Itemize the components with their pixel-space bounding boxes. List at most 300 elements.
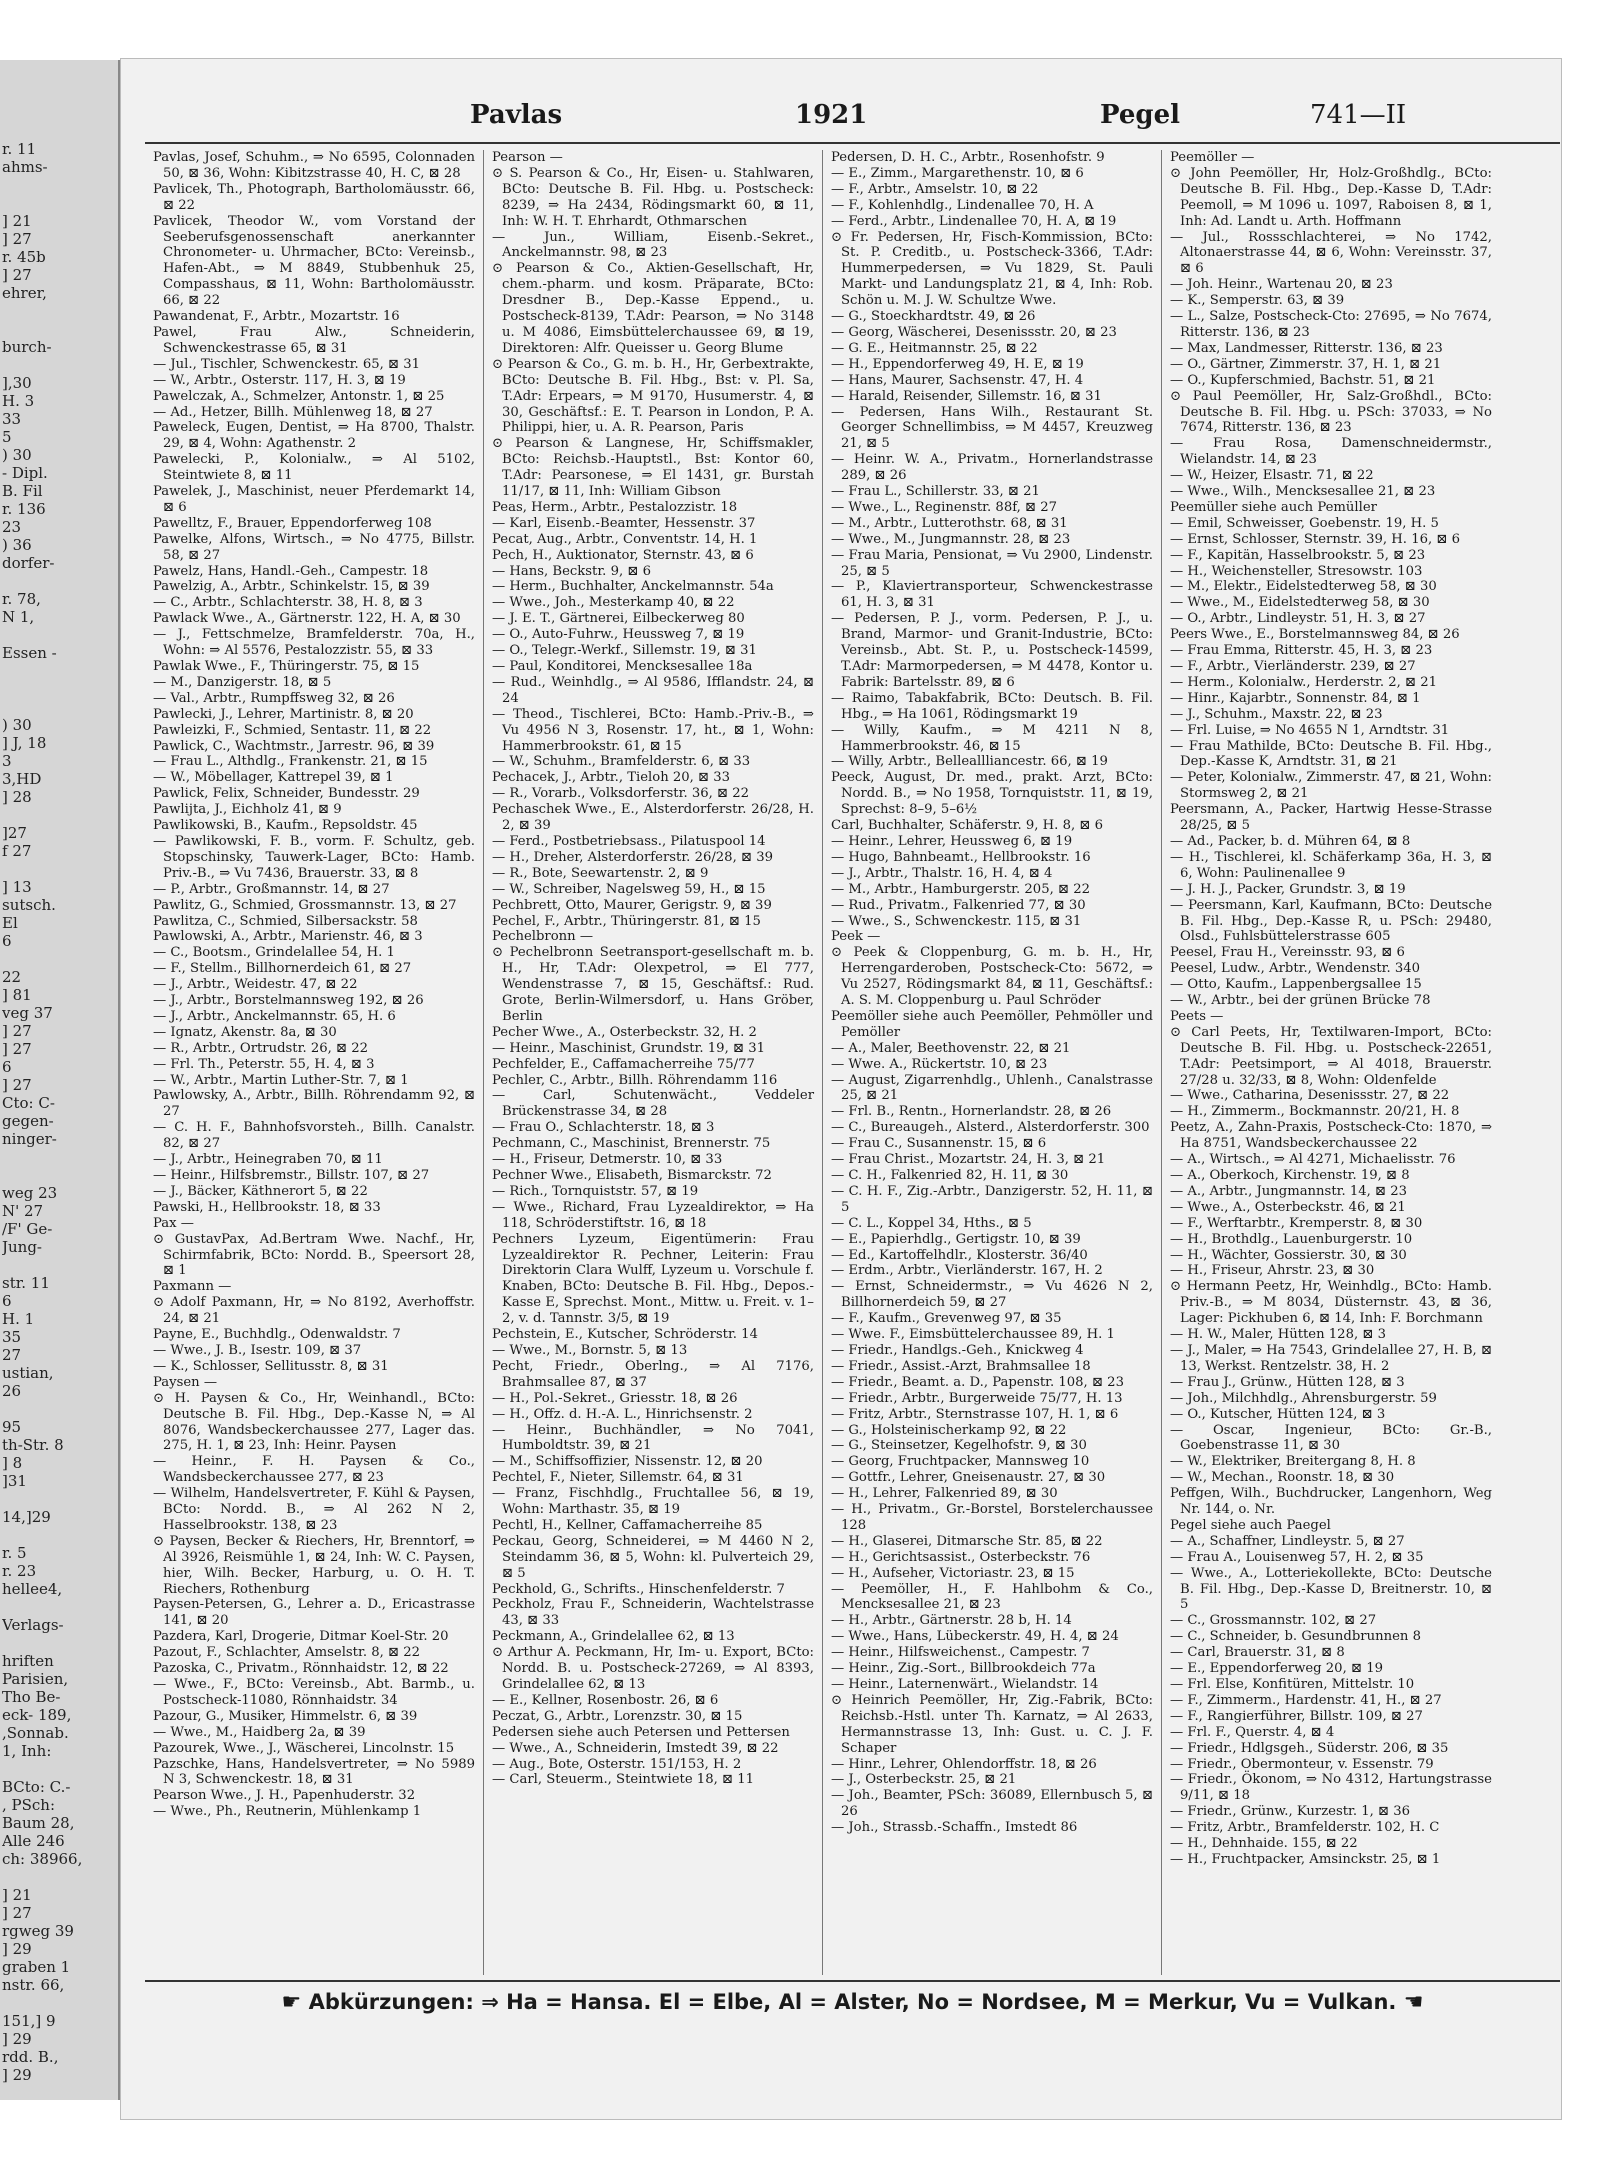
directory-entry: Peets —: [1170, 1008, 1224, 1024]
column-2: [483, 150, 822, 1975]
directory-entry: — Georg, Fruchtpacker, Mannsweg 10: [831, 1454, 1090, 1470]
directory-entry: — Erdm., Arbtr., Vierländerstr. 167, H. 2: [831, 1263, 1103, 1279]
directory-entry: Pavlicek, Theodor W., vom Vorstand der Seeberufsgenossenschaft anerkannter Chronometer- u. Uhrmacher, BCto: Vereinsb., Hafen-Abt., ⇒ M 8849, Stubbenhuk 25, Compasshaus, ⊠ 11, Wohn: Bartholomäusstr. 66, ⊠ 22: [153, 213, 475, 309]
directory-entry: ⊙ Heinrich Peemöller, Hr, Zig.-Fabrik, BCto: Reichsb.-Hstl. unter Th. Karnatz, ⇒ Al 2633, Hermannstrasse 13, Inh: Gust. u. C. J. F. Schaper: [831, 1692, 1153, 1756]
directory-entry: — Frau A., Louisenweg 57, H. 2, ⊠ 35: [1170, 1549, 1424, 1565]
directory-entry: ⊙ Paysen, Becker & Riechers, Hr, Brenntorf, ⇒ Al 3926, Reismühle 1, ⊠ 24, Inh: W. C. Paysen, hier, Wilh. Becker, Harburg, u. O. H. T. Riechers, Rothenburg: [153, 1533, 475, 1597]
directory-entry: Pawlijta, J., Eichholz 41, ⊠ 9: [153, 802, 342, 818]
directory-entry: Peeck, August, Dr. med., prakt. Arzt, BCto: Nordd. B., ⇒ No 1958, Tornquiststr. 11, ⊠ 19, Sprechst: 8–9, 5–6½: [831, 770, 1153, 818]
directory-entry: — Ignatz, Akenstr. 8a, ⊠ 30: [153, 1024, 337, 1040]
directory-entry: — Pedersen, Hans Wilh., Restaurant St. Georger Schnellimbiss, ⇒ M 4457, Kreuzweg 21, ⊠ 5: [831, 404, 1153, 452]
directory-entry: — Ferd., Postbetriebsass., Pilatuspool 14: [492, 833, 766, 849]
directory-entry: — H., Weichensteller, Stresowstr. 103: [1170, 563, 1423, 579]
directory-entry: — F., Rangierführer, Billstr. 109, ⊠ 27: [1170, 1708, 1423, 1724]
directory-entry: Pawelke, Alfons, Wirtsch., ⇒ No 4775, Billstr. 58, ⊠ 27: [153, 531, 475, 563]
directory-entry: Pawlick, Felix, Schneider, Bundesstr. 29: [153, 786, 420, 802]
directory-entry: — Rud., Weinhdlg., ⇒ Al 9586, Ifflandstr. 24, ⊠ 24: [492, 674, 814, 706]
directory-entry: Pech, H., Auktionator, Sternstr. 43, ⊠ 6: [492, 547, 754, 563]
directory-entry: — Frl. Else, Konfitüren, Mittelstr. 10: [1170, 1677, 1415, 1692]
adjacent-page-strip: [0, 60, 120, 2100]
directory-entry: — Val., Arbtr., Rumpffsweg 32, ⊠ 26: [153, 690, 395, 706]
directory-entry: — Friedr., Arbtr., Burgerweide 75/77, H. 13: [831, 1390, 1123, 1406]
directory-entry: — Joh. Heinr., Wartenau 20, ⊠ 23: [1170, 277, 1393, 293]
directory-entry: — Ferd., Arbtr., Lindenallee 70, H. A, ⊠ 19: [831, 213, 1117, 229]
directory-entry: Peczat, G., Arbtr., Lorenzstr. 30, ⊠ 15: [492, 1708, 743, 1724]
directory-entry: — Heinr., Lehrer, Heussweg 6, ⊠ 19: [831, 833, 1073, 849]
directory-entry: ⊙ Carl Peets, Hr, Textilwaren-Import, BCto: Deutsche B. Fil. Hbg. u. Postscheck-22651, T.Adr: Peetsimport, ⇒ Al 4018, Brauerstr. 27/28 u. 32/33, ⊠ 8, Wohn: Oldenfelde: [1170, 1024, 1492, 1088]
directory-entry: — Joh., Strassb.-Schaffn., Imstedt 86: [831, 1820, 1078, 1836]
directory-entry: — Frau Emma, Ritterstr. 45, H. 3, ⊠ 23: [1170, 643, 1433, 659]
directory-entry: — H., Gerichtsassist., Osterbeckstr. 76: [831, 1549, 1091, 1565]
directory-entry: — Wwe., S., Schwenckestr. 115, ⊠ 31: [831, 913, 1082, 929]
directory-entry: — O., Kupferschmied, Bachstr. 51, ⊠ 21: [1170, 372, 1436, 388]
directory-entry: — W., Schuhm., Bramfelderstr. 6, ⊠ 33: [492, 754, 751, 770]
directory-entry: — J., Bäcker, Käthnerort 5, ⊠ 22: [153, 1183, 368, 1199]
directory-entry: — C. H., Falkenried 82, H. 11, ⊠ 30: [831, 1168, 1069, 1183]
directory-entry: — Wwe., Wilh., Mencksesallee 21, ⊠ 23: [1170, 484, 1436, 500]
directory-entry: — M., Arbtr., Lutterothstr. 68, ⊠ 31: [831, 515, 1068, 531]
directory-entry: ⊙ Peek & Cloppenburg, G. m. b. H., Hr, Herrengarderoben, Postscheck-Cto: 5672, ⇒ Vu 2527, Rödingsmarkt 84, ⊠ 11, Geschäftsf.: A. S. M. Cloppenburg u. Paul Schröder: [831, 945, 1153, 1009]
directory-entry: — M., Danzigerstr. 18, ⊠ 5: [153, 674, 332, 690]
directory-entry: — Wwe., M., Haidberg 2a, ⊠ 39: [153, 1724, 366, 1740]
directory-entry: — Friedr., Grünw., Kurzestr. 1, ⊠ 36: [1170, 1804, 1411, 1820]
directory-entry: — Hans, Beckstr. 9, ⊠ 6: [492, 563, 651, 579]
directory-entry: Pedersen siehe auch Petersen und Pettersen: [492, 1724, 790, 1740]
directory-entry: — Fritz, Arbtr., Sternstrasse 107, H. 1, ⊠ 6: [831, 1406, 1119, 1422]
directory-entry: — Aug., Bote, Osterstr. 151/153, H. 2: [492, 1756, 742, 1772]
directory-entry: — A., Schaffner, Lindleystr. 5, ⊠ 27: [1170, 1533, 1405, 1549]
header-first-name: Pavlas: [470, 100, 563, 130]
directory-entry: Pechacek, J., Arbtr., Tieloh 20, ⊠ 33: [492, 770, 731, 786]
directory-entry: — Hans, Maurer, Sachsenstr. 47, H. 4: [831, 372, 1084, 388]
directory-entry: Peesel, Frau H., Vereinsstr. 93, ⊠ 6: [1170, 945, 1405, 961]
header-rule: [145, 142, 1560, 144]
directory-entry: — Frau J., Grünw., Hütten 128, ⊠ 3: [1170, 1374, 1405, 1390]
directory-entry: Pechel, F., Arbtr., Thüringerstr. 81, ⊠ 15: [492, 913, 761, 929]
directory-entry: — Jul., Tischler, Schwenckestr. 65, ⊠ 31: [153, 356, 421, 372]
abbreviations-text: Abkürzungen: ⇒ Ha = Hansa. El = Elbe, Al = Alster, No = Nordsee, M = Merkur, Vu = Vulkan.: [308, 1990, 1397, 2014]
directory-entry: ⊙ Paul Peemöller, Hr, Salz-Großhdl., BCto: Deutsche B. Fil. Hbg. u. PSch: 37033, ⇒ No 7674, Ritterstr. 136, ⊠ 23: [1170, 388, 1492, 436]
directory-entry: — Friedr., Hdlgsgeh., Süderstr. 206, ⊠ 35: [1170, 1740, 1449, 1756]
directory-entry: Pechstein, E., Kutscher, Schröderstr. 14: [492, 1327, 758, 1343]
directory-entry: — L., Salze, Postscheck-Cto: 27695, ⇒ No 7674, Ritterstr. 136, ⊠ 23: [1170, 309, 1492, 340]
directory-entry: — J., Arbtr., Thalstr. 16, H. 4, ⊠ 4: [831, 865, 1053, 881]
directory-entry: — Frau Christ., Mozartstr. 24, H. 3, ⊠ 21: [831, 1152, 1106, 1168]
directory-entry: — Frau O., Schlachterstr. 18, ⊠ 3: [492, 1120, 715, 1136]
directory-entry: — M., Elektr., Eidelstedterweg 58, ⊠ 30: [1170, 579, 1437, 595]
directory-entry: — Wwe. A., Rückertstr. 10, ⊠ 23: [831, 1056, 1048, 1072]
directory-entry: — J. E. T., Gärtnerei, Eilbeckerweg 80: [492, 611, 745, 627]
directory-entry: Paysen-Petersen, G., Lehrer a. D., Ericastrasse 141, ⊠ 20: [153, 1597, 475, 1629]
directory-entry: — H., Pol.-Sekret., Griesstr. 18, ⊠ 26: [492, 1390, 738, 1406]
directory-entry: — Rud., Privatm., Falkenried 77, ⊠ 30: [831, 897, 1086, 913]
directory-entry: — Heinr., Buchhändler, ⇒ No 7041, Humboldtstr. 39, ⊠ 21: [492, 1422, 814, 1454]
directory-entry: Paweleck, Eugen, Dentist, ⇒ Ha 8700, Thalstr. 29, ⊠ 4, Wohn: Agathenstr. 2: [153, 420, 475, 452]
directory-entry: — Otto, Kaufm., Lappenbergsallee 15: [1170, 977, 1422, 993]
directory-entry: Pawleizki, F., Schmied, Sentastr. 11, ⊠ 22: [153, 722, 432, 738]
directory-entry: — C. H. F., Zig.-Arbtr., Danzigerstr. 52, H. 11, ⊠ 5: [831, 1183, 1153, 1215]
directory-entry: — Ad., Packer, b. d. Mühren 64, ⊠ 8: [1170, 833, 1411, 849]
directory-entry: — C. H. F., Bahnhofsvorsteh., Billh. Canalstr. 82, ⊠ 27: [153, 1120, 475, 1152]
directory-entry: — Hinr., Lehrer, Ohlendorffstr. 18, ⊠ 26: [831, 1756, 1097, 1772]
directory-columns: [145, 150, 1500, 1975]
directory-entry: — Ernst, Schneidermstr., ⇒ Vu 4626 N 2, Billhornerdeich 59, ⊠ 27: [831, 1279, 1153, 1311]
directory-entry: — Wwe., Catharina, Desenissstr. 27, ⊠ 22: [1170, 1088, 1450, 1104]
directory-entry: — G., Stoeckhardtstr. 49, ⊠ 26: [831, 309, 1036, 325]
directory-entry: — Heinr., Hilfsbremstr., Billstr. 107, ⊠ 27: [153, 1168, 430, 1183]
directory-entry: — Peersmann, Karl, Kaufmann, BCto: Deutsche B. Fil. Hbg., Dep.-Kasse R, u. PSch: 29480, Olsd., Fuhlsbüttelerstrasse 605: [1170, 897, 1492, 945]
directory-entry: — Friedr., Beamt. a. D., Papenstr. 108, ⊠ 23: [831, 1374, 1124, 1390]
directory-entry: Pawlowsky, A., Arbtr., Billh. Röhrendamm 92, ⊠ 27: [153, 1088, 475, 1120]
directory-entry: ⊙ H. Paysen & Co., Hr, Weinhandl., BCto: Deutsche B. Fil. Hbg., Dep.-Kasse N, ⇒ Al 8076, Wandsbeckerchaussee 277, Lager das. 275, H. 1, ⊠ 23, Inh: Heinr. Paysen: [153, 1390, 475, 1454]
directory-entry: — Heinr., Maschinist, Grundstr. 19, ⊠ 31: [492, 1040, 765, 1056]
directory-entry: Pavlas, Josef, Schuhm., ⇒ No 6595, Colonnaden 50, ⊠ 36, Wohn: Kibitzstrasse 40, H. C, ⊠ 28: [153, 150, 475, 181]
directory-entry: — J., Osterbeckstr. 25, ⊠ 21: [831, 1772, 1017, 1788]
directory-entry: — A., Oberkoch, Kirchenstr. 19, ⊠ 8: [1170, 1168, 1410, 1183]
directory-entry: — Frl. Th., Peterstr. 55, H. 4, ⊠ 3: [153, 1056, 375, 1072]
directory-entry: — H., Lehrer, Falkenried 89, ⊠ 30: [831, 1486, 1058, 1502]
directory-entry: — Franz, Fischhdlg., Fruchtallee 56, ⊠ 19, Wohn: Marthastr. 35, ⊠ 19: [492, 1486, 814, 1518]
directory-entry: Pawandenat, F., Arbtr., Mozartstr. 16: [153, 309, 400, 325]
directory-entry: — E., Zimm., Margarethenstr. 10, ⊠ 6: [831, 165, 1084, 181]
directory-entry: — F., Kohlenhdlg., Lindenallee 70, H. A: [831, 197, 1094, 213]
header-page-number: 741—II: [1310, 100, 1407, 130]
pointing-hand-left-icon: ☛: [281, 1990, 302, 2015]
directory-entry: Pegel siehe auch Paegel: [1170, 1517, 1331, 1533]
directory-entry: Pawelek, J., Maschinist, neuer Pferdemarkt 14, ⊠ 6: [153, 484, 475, 515]
directory-entry: — Wwe., L., Reginenstr. 88f, ⊠ 27: [831, 499, 1058, 515]
directory-entry: — H., Friseur, Detmerstr. 10, ⊠ 33: [492, 1152, 723, 1168]
directory-entry: ⊙ S. Pearson & Co., Hr, Eisen- u. Stahlwaren, BCto: Deutsche B. Fil. Hbg. u. Postscheck: 8239, ⇒ Ha 2434, Rödingsmarkt 60, ⊠ 11, Inh: W. H. T. Ehrhardt, Othmarschen: [492, 165, 814, 229]
directory-entry: Pavlicek, Th., Photograph, Bartholomäusstr. 66, ⊠ 22: [153, 181, 475, 213]
directory-entry: — E., Eppendorferweg 20, ⊠ 19: [1170, 1661, 1383, 1677]
directory-entry: — Joh., Milchhdlg., Ahrensburgerstr. 59: [1170, 1390, 1437, 1406]
directory-entry: — Frau Mathilde, BCto: Deutsche B. Fil. Hbg., Dep.-Kasse K, Arndtstr. 31, ⊠ 21: [1170, 738, 1492, 770]
directory-entry: Pawlitza, C., Schmied, Silbersackstr. 58: [153, 913, 418, 929]
directory-entry: — Wwe., A., Lotteriekollekte, BCto: Deutsche B. Fil. Hbg., Dep.-Kasse D, Breitnerstr. 10, ⊠ 5: [1170, 1565, 1492, 1613]
directory-entry: — H., Eppendorferweg 49, H. E, ⊠ 19: [831, 356, 1084, 372]
directory-entry: — J., Fettschmelze, Bramfelderstr. 70a, H., Wohn: ⇒ Al 5576, Pestalozzistr. 55, ⊠ 33: [153, 627, 475, 659]
directory-entry: — H., Offz. d. H.-A. L., Hinrichsenstr. 2: [492, 1406, 753, 1422]
directory-entry: — H., Friseur, Ahrstr. 23, ⊠ 30: [1170, 1263, 1375, 1279]
directory-entry: — Ad., Hetzer, Billh. Mühlenweg 18, ⊠ 27: [153, 404, 433, 420]
directory-entry: — Carl, Brauerstr. 31, ⊠ 8: [1170, 1645, 1345, 1661]
directory-entry: — Herm., Kolonialw., Herderstr. 2, ⊠ 21: [1170, 674, 1438, 690]
directory-entry: — Frau Maria, Pensionat, ⇒ Vu 2900, Lindenstr. 25, ⊠ 5: [831, 547, 1153, 579]
directory-entry: — G. E., Heitmannstr. 25, ⊠ 22: [831, 340, 1038, 356]
directory-entry: — C., Grossmannstr. 102, ⊠ 27: [1170, 1613, 1377, 1629]
directory-entry: Paysen —: [153, 1374, 218, 1390]
directory-entry: — E., Papierhdlg., Gertigstr. 10, ⊠ 39: [831, 1231, 1081, 1247]
directory-entry: — R., Vorarb., Volksdorferstr. 36, ⊠ 22: [492, 786, 750, 802]
directory-entry: — W., Arbtr., bei der grünen Brücke 78: [1170, 993, 1431, 1009]
directory-entry: ⊙ Pearson & Langnese, Hr, Schiffsmakler, BCto: Reichsb.-Hauptstl., Bst: Kontor 60, T.Adr: Pearsonese, ⇒ El 1431, gr. Burstah 11/17, ⊠ 11, Inh: William Gibson: [492, 436, 814, 500]
directory-entry: Pax —: [153, 1215, 194, 1231]
directory-entry: — H., Fruchtpacker, Amsinckstr. 25, ⊠ 1: [1170, 1851, 1441, 1867]
directory-entry: — Jul., Rossschlachterei, ⇒ No 1742, Altonaerstrasse 44, ⊠ 6, Wohn: Vereinsstr. 37, ⊠ 6: [1170, 229, 1492, 277]
directory-entry: — J., Arbtr., Borstelmannsweg 192, ⊠ 26: [153, 993, 424, 1009]
directory-entry: — A., Wirtsch., ⇒ Al 4271, Michaelisstr. 76: [1170, 1152, 1456, 1168]
directory-entry: — G., Steinsetzer, Kegelhofstr. 9, ⊠ 30: [831, 1438, 1087, 1454]
directory-entry: — Wwe., A., Schneiderin, Imstedt 39, ⊠ 22: [492, 1740, 779, 1756]
directory-entry: — H., Glaserei, Ditmarsche Str. 85, ⊠ 22: [831, 1533, 1103, 1549]
directory-entry: Peckhold, G., Schrifts., Hinschenfelderstr. 7: [492, 1581, 785, 1597]
directory-entry: Peemöller —: [1170, 150, 1255, 165]
directory-entry: — W., Arbtr., Martin Luther-Str. 7, ⊠ 1: [153, 1072, 409, 1088]
directory-entry: — Wwe., M., Jungmannstr. 28, ⊠ 23: [831, 531, 1071, 547]
directory-entry: Pawlikowski, B., Kaufm., Repsoldstr. 45: [153, 818, 418, 834]
directory-entry: — Ed., Kartoffelhdlr., Klosterstr. 36/40: [831, 1247, 1088, 1263]
directory-entry: Pechmann, C., Maschinist, Brennerstr. 75: [492, 1136, 771, 1152]
directory-entry: ⊙ Pechelbronn Seetransport-gesellschaft m. b. H., Hr, T.Adr: Olexpetrol, ⇒ El 777, Wendenstrasse 7, ⊠ 15, Geschäftsf.: Rud. Grote, Berlin-Wilmersdorf, u. Hans Gröber, Berlin: [492, 945, 814, 1024]
directory-entry: Peemöller siehe auch Peemöller, Pehmöller und Pemöller: [831, 1008, 1153, 1040]
directory-entry: — C., Bureaugeh., Alsterd., Alsterdorferstr. 300: [831, 1120, 1150, 1136]
directory-entry: — Joh., Beamter, PSch: 36089, Ellernbusch 5, ⊠ 26: [831, 1788, 1153, 1820]
directory-entry: Peersmann, A., Packer, Hartwig Hesse-Strasse 28/25, ⊠ 5: [1170, 802, 1492, 834]
directory-entry: Peas, Herm., Arbtr., Pestalozzistr. 18: [492, 499, 738, 515]
directory-entry: — W., Elektriker, Breitergang 8, H. 8: [1170, 1454, 1416, 1470]
directory-entry: — Georg, Wäscherei, Desenissstr. 20, ⊠ 23: [831, 324, 1117, 340]
directory-entry: — Rich., Tornquiststr. 57, ⊠ 19: [492, 1183, 699, 1199]
directory-entry: — Pedersen, P. J., vorm. Pedersen, P. J., u. Brand, Marmor- und Granit-Industrie, BCto: Vereinsb., Abt. St. P., u. Postscheck-14599, T.Adr: Marmorpedersen, ⇒ M 4478, Kontor u. Fabrik: Bartelsstr. 89, ⊠ 6: [831, 611, 1153, 690]
directory-entry: Pechelbronn —: [492, 929, 594, 945]
directory-entry: Pazoska, C., Privatm., Rönnhaidstr. 12, ⊠ 22: [153, 1661, 449, 1677]
directory-entry: — Heinr., Laternenwärt., Wielandstr. 14: [831, 1677, 1099, 1692]
directory-entry: — J., Arbtr., Heinegraben 70, ⊠ 11: [153, 1152, 383, 1168]
directory-entry: — Ernst, Schlosser, Sternstr. 39, H. 16, ⊠ 6: [1170, 531, 1460, 547]
directory-entry: — Carl, Schutenwächt., Veddeler Brückenstrasse 34, ⊠ 28: [492, 1088, 814, 1120]
directory-entry: — F., Arbtr., Amselstr. 10, ⊠ 22: [831, 181, 1039, 197]
directory-entry: Pawlak Wwe., F., Thüringerstr. 75, ⊠ 15: [153, 659, 420, 674]
abbreviations-footer: [145, 1990, 1560, 2015]
directory-entry: — Friedr., Obermonteur, v. Essenstr. 79: [1170, 1756, 1434, 1772]
directory-entry: — Frau L., Schillerstr. 33, ⊠ 21: [831, 484, 1040, 500]
directory-entry: Peers Wwe., E., Borstelmannsweg 84, ⊠ 26: [1170, 627, 1460, 643]
directory-entry: — Wilhelm, Handelsvertreter, F. Kühl & Paysen, BCto: Nordd. B., ⇒ Al 262 N 2, Hasselbrookstr. 138, ⊠ 23: [153, 1486, 475, 1533]
directory-entry: — Heinr. W. A., Privatm., Hornerlandstrasse 289, ⊠ 26: [831, 452, 1153, 484]
directory-entry: — Peter, Kolonialw., Zimmerstr. 47, ⊠ 21, Wohn: Stormsweg 2, ⊠ 21: [1170, 770, 1492, 802]
directory-entry: — A., Arbtr., Jungmannstr. 14, ⊠ 23: [1170, 1183, 1408, 1199]
directory-entry: Pechaschek Wwe., E., Alsterdorferstr. 26/28, H. 2, ⊠ 39: [492, 802, 814, 834]
directory-entry: Pawelltz, F., Brauer, Eppendorferweg 108: [153, 515, 432, 531]
directory-entry: — Hugo, Bahnbeamt., Hellbrookstr. 16: [831, 849, 1091, 865]
directory-entry: — Jun., William, Eisenb.-Sekret., Anckelmannstr. 98, ⊠ 23: [492, 229, 814, 261]
column-3: [822, 150, 1161, 1975]
directory-entry: Peetz, A., Zahn-Praxis, Postscheck-Cto: 1870, ⇒ Ha 8751, Wandsbeckerchaussee 22: [1170, 1120, 1492, 1152]
directory-entry: — H., Arbtr., Gärtnerstr. 28 b, H. 14: [831, 1613, 1072, 1629]
directory-entry: ⊙ Adolf Paxmann, Hr, ⇒ No 8192, Averhoffstr. 24, ⊠ 21: [153, 1295, 475, 1327]
directory-entry: — Frl. Luise, ⇒ No 4655 N 1, Arndtstr. 31: [1170, 722, 1450, 738]
directory-entry: — Wwe. F., Eimsbüttelerchaussee 89, H. 1: [831, 1327, 1115, 1343]
directory-entry: — Fritz, Arbtr., Bramfelderstr. 102, H. C: [1170, 1820, 1440, 1836]
directory-entry: — W., Schreiber, Nagelsweg 59, H., ⊠ 15: [492, 881, 766, 897]
directory-entry: — H., Wächter, Gossierstr. 30, ⊠ 30: [1170, 1247, 1407, 1263]
directory-entry: — J., Arbtr., Anckelmannstr. 65, H. 6: [153, 1008, 396, 1024]
directory-entry: Pearson —: [492, 150, 563, 165]
directory-entry: Carl, Buchhalter, Schäferstr. 9, H. 8, ⊠ 6: [831, 818, 1103, 834]
header-last-name: Pegel: [1100, 100, 1180, 130]
directory-entry: — H., Tischlerei, kl. Schäferkamp 36a, H. 3, ⊠ 6, Wohn: Paulinenallee 9: [1170, 849, 1492, 881]
directory-entry: Pecat, Aug., Arbtr., Conventstr. 14, H. 1: [492, 531, 758, 547]
directory-entry: — H., Brothdlg., Lauenburgerstr. 10: [1170, 1231, 1413, 1247]
directory-entry: — W., Arbtr., Osterstr. 117, H. 3, ⊠ 19: [153, 372, 406, 388]
directory-entry: Pearson Wwe., J. H., Papenhuderstr. 32: [153, 1788, 416, 1804]
directory-entry: Pechner Wwe., Elisabeth, Bismarckstr. 72: [492, 1168, 772, 1183]
directory-entry: — P., Arbtr., Großmannstr. 14, ⊠ 27: [153, 881, 390, 897]
directory-entry: — C., Bootsm., Grindelallee 54, H. 1: [153, 945, 395, 961]
directory-entry: — Wwe., Richard, Frau Lyzealdirektor, ⇒ Ha 118, Schröderstiftstr. 16, ⊠ 18: [492, 1199, 814, 1231]
directory-entry: — Herm., Buchhalter, Anckelmannstr. 54a: [492, 579, 774, 595]
directory-entry: — Friedr., Ökonom, ⇒ No 4312, Hartungstrasse 9/11, ⊠ 18: [1170, 1772, 1492, 1804]
directory-entry: Peek —: [831, 929, 881, 945]
directory-entry: Pedersen, D. H. C., Arbtr., Rosenhofstr. 9: [831, 150, 1105, 165]
directory-entry: — Gottfr., Lehrer, Gneisenaustr. 27, ⊠ 30: [831, 1470, 1106, 1486]
directory-entry: — August, Zigarrenhdlg., Uhlenh., Canalstrasse 25, ⊠ 21: [831, 1072, 1153, 1104]
directory-entry: — M., Arbtr., Hamburgerstr. 205, ⊠ 22: [831, 881, 1090, 897]
pointing-hand-right-icon: ☚: [1403, 1990, 1424, 2015]
directory-entry: — Wwe., A., Osterbeckstr. 46, ⊠ 21: [1170, 1199, 1406, 1215]
directory-entry: — F., Werftarbtr., Kremperstr. 8, ⊠ 30: [1170, 1215, 1423, 1231]
page-header: [0, 100, 1600, 140]
directory-entry: Pawelczak, A., Schmelzer, Antonstr. 1, ⊠ 25: [153, 388, 445, 404]
directory-entry: — Heinr., F. H. Paysen & Co., Wandsbeckerchaussee 277, ⊠ 23: [153, 1454, 475, 1486]
directory-entry: — Wwe., M., Eidelstedterweg 58, ⊠ 30: [1170, 595, 1430, 611]
directory-entry: — Willy, Arbtr., Belleallliancestr. 66, ⊠ 19: [831, 754, 1108, 770]
directory-entry: — A., Maler, Beethovenstr. 22, ⊠ 21: [831, 1040, 1071, 1056]
directory-entry: — Frau Rosa, Damenschneidermstr., Wielandstr. 14, ⊠ 23: [1170, 436, 1492, 468]
directory-entry: — W., Heizer, Elsastr. 71, ⊠ 22: [1170, 468, 1374, 484]
directory-entry: — O., Telegr.-Werkf., Sillemstr. 19, ⊠ 31: [492, 643, 757, 659]
directory-entry: — Wwe., Hans, Lübeckerstr. 49, H. 4, ⊠ 24: [831, 1629, 1119, 1645]
directory-entry: Pechners Lyzeum, Eigentümerin: Frau Lyzealdirektor R. Pechner, Leiterin: Frau Direktorin Clara Wulff, Lyzeum u. Vorschule f. Knaben, BCto: Deutsche B. Fil. Hbg., Depos.-Kasse E, Sprechst. Mont., Mittw. u. Freit. v. 1–2, v. d. Tannstr. 3/5, ⊠ 19: [492, 1231, 814, 1327]
directory-entry: Pawski, H., Hellbrookstr. 18, ⊠ 33: [153, 1199, 381, 1215]
directory-entry: ⊙ Hermann Peetz, Hr, Weinhdlg., BCto: Hamb. Priv.-B., ⇒ M 8034, Düsternstr. 43, ⊠ 36, Lager: Pickhuben 6, ⊠ 14, Inh: F. Borchmann: [1170, 1279, 1492, 1327]
directory-entry: ⊙ Pearson & Co., G. m. b. H., Hr, Gerbextrakte, BCto: Deutsche B. Fil. Hbg., Bst: v. Pl. Sa, T.Adr: Erpears, ⇒ M 9170, Husumerstr. 4, ⊠ 30, Geschäftsf.: E. T. Pearson in London, P. A. Philippi, hier, u. A. R. Pearson, Paris: [492, 356, 814, 436]
directory-entry: Peckau, Georg, Schneiderei, ⇒ M 4460 N 2, Steindamm 36, ⊠ 5, Wohn: kl. Pulverteich 29, ⊠ 5: [492, 1533, 814, 1581]
directory-entry: Pecher Wwe., A., Osterbeckstr. 32, H. 2: [492, 1024, 757, 1040]
directory-entry: — O., Auto-Fuhrw., Heussweg 7, ⊠ 19: [492, 627, 745, 643]
directory-entry: Pazout, F., Schlachter, Amselstr. 8, ⊠ 22: [153, 1645, 421, 1661]
directory-entry: — J., Schuhm., Maxstr. 22, ⊠ 23: [1170, 706, 1383, 722]
directory-entry: Pechtel, F., Nieter, Sillemstr. 64, ⊠ 31: [492, 1470, 744, 1486]
directory-entry: Peemüller siehe auch Pemüller: [1170, 499, 1377, 515]
directory-entry: Pechfelder, E., Caffamacherreihe 75/77: [492, 1056, 755, 1072]
directory-entry: — Frau L., Althdlg., Frankenstr. 21, ⊠ 15: [153, 754, 428, 770]
directory-entry: ⊙ Arthur A. Peckmann, Hr, Im- u. Export, BCto: Nordd. B. u. Postscheck-27269, ⇒ Al 8393, Grindelallee 62, ⊠ 13: [492, 1645, 814, 1692]
directory-entry: — Heinr., Zig.-Sort., Billbrookdeich 77a: [831, 1661, 1096, 1677]
directory-entry: Pazour, G., Musiker, Himmelstr. 6, ⊠ 39: [153, 1708, 418, 1724]
directory-entry: — Wwe., Joh., Mesterkamp 40, ⊠ 22: [492, 595, 735, 611]
directory-entry: — Frau C., Susannenstr. 15, ⊠ 6: [831, 1136, 1047, 1152]
directory-entry: — W., Mechan., Roonstr. 18, ⊠ 30: [1170, 1470, 1395, 1486]
directory-entry: — Theod., Tischlerei, BCto: Hamb.-Priv.-B., ⇒ Vu 4956 N 3, Rosenstr. 17, ht., ⊠ 1, Wohn: Hammerbrookstr. 61, ⊠ 15: [492, 706, 814, 754]
directory-entry: — H. W., Maler, Hütten 128, ⊠ 3: [1170, 1327, 1386, 1343]
directory-entry: Payne, E., Buchhdlg., Odenwaldstr. 7: [153, 1327, 401, 1343]
directory-entry: — C., Schneider, b. Gesundbrunnen 8: [1170, 1629, 1421, 1645]
directory-entry: — H., Privatm., Gr.-Borstel, Borstelerchaussee 128: [831, 1502, 1153, 1533]
directory-entry: Pecht, Friedr., Oberlng., ⇒ Al 7176, Brahmsallee 87, ⊠ 37: [492, 1358, 814, 1390]
directory-entry: — Harald, Reisender, Sillemstr. 16, ⊠ 31: [831, 388, 1102, 404]
directory-entry: — H., Dehnhaide. 155, ⊠ 22: [1170, 1836, 1358, 1852]
directory-entry: — F., Stellm., Billhornerdeich 61, ⊠ 27: [153, 961, 412, 977]
directory-entry: — Friedr., Handlgs.-Geh., Knickweg 4: [831, 1342, 1084, 1358]
directory-entry: — Wwe., M., Bornstr. 5, ⊠ 13: [492, 1342, 688, 1358]
adjacent-page-text: r. 11 ahms- ] 21 ] 27 r. 45b ] 27 ehrer, burch- ],30 H. 3 33 5 ) 30 - Dipl. B. Fil r. 136 23 ) 36 dorfer- r. 78, N 1, Essen - ) 30 ] J, 18 3 3,HD ] 28 ]27 f 27 ] 13 sutsch. El 6 22 ] 81 veg 37 ] 27 ] 27 6 ] 27 Cto: C- gegen- ninger- weg 23 N' 27 /F' Ge- Jung- str. 11 6 H. 1 35 27 ustian, 26 95 th-Str. 8 ] 8 ]31 14,]29 r. 5 r. 23 hellee4, Verlags- hriften Parisien, Tho Be- eck- 189, ,Sonnab. 1, Inh: BCto: C.- , PSch: Baum 28, Alle 246 ch: 38966, ] 21 ] 27 rgweg 39 ] 29 graben 1 nstr. 66, 151,] 9 ] 29 rdd. B., ] 29: [2, 140, 83, 2084]
header-year: 1921: [795, 100, 868, 130]
directory-entry: — O., Gärtner, Zimmerstr. 37, H. 1, ⊠ 21: [1170, 356, 1442, 372]
directory-entry: — H., Dreher, Alsterdorferstr. 26/28, ⊠ 39: [492, 849, 773, 865]
directory-entry: — Pawlikowski, F. B., vorm. F. Schultz, geb. Stopschinsky, Tauwerk-Lager, BCto: Hamb. Priv.-B., ⇒ Vu 7436, Brauerstr. 33, ⊠ 8: [153, 833, 475, 881]
directory-entry: — Wwe., F., BCto: Vereinsb., Abt. Barmb., u. Postscheck-11080, Rönnhaidstr. 34: [153, 1677, 475, 1708]
directory-entry: Peckmann, A., Grindelallee 62, ⊠ 13: [492, 1629, 735, 1645]
directory-entry: Pawelecki, P., Kolonialw., ⇒ Al 5102, Steintwiete 8, ⊠ 11: [153, 452, 475, 484]
directory-entry: — Raimo, Tabakfabrik, BCto: Deutsch. B. Fil. Hbg., ⇒ Ha 1061, Rödingsmarkt 19: [831, 690, 1153, 722]
directory-entry: Pazdera, Karl, Drogerie, Ditmar Koel-Str. 20: [153, 1629, 449, 1645]
directory-entry: Pawlack Wwe., A., Gärtnerstr. 122, H. A, ⊠ 30: [153, 611, 461, 627]
directory-entry: — R., Arbtr., Ortrudstr. 26, ⊠ 22: [153, 1040, 369, 1056]
directory-entry: — Hinr., Kajarbtr., Sonnenstr. 84, ⊠ 1: [1170, 690, 1421, 706]
directory-entry: Peesel, Ludw., Arbtr., Wendenstr. 340: [1170, 961, 1421, 977]
footer-rule: [145, 1980, 1560, 1982]
directory-entry: — C., Arbtr., Schlachterstr. 38, H. 8, ⊠ 3: [153, 595, 423, 611]
directory-entry: — Wwe., Ph., Reutnerin, Mühlenkamp 1: [153, 1804, 422, 1820]
directory-entry: — O., Arbtr., Lindleystr. 51, H. 3, ⊠ 27: [1170, 611, 1426, 627]
directory-entry: — W., Möbellager, Kattrepel 39, ⊠ 1: [153, 770, 394, 786]
directory-entry: — Oscar, Ingenieur, BCto: Gr.-B., Goebenstrasse 11, ⊠ 30: [1170, 1422, 1492, 1454]
directory-entry: — Karl, Eisenb.-Beamter, Hessenstr. 37: [492, 515, 756, 531]
directory-entry: — F., Kapitän, Hasselbrookstr. 5, ⊠ 23: [1170, 547, 1426, 563]
directory-entry: ⊙ GustavPax, Ad.Bertram Wwe. Nachf., Hr, Schirmfabrik, BCto: Nordd. B., Speersort 28, ⊠ 1: [153, 1231, 475, 1279]
directory-entry: Pawlowski, A., Arbtr., Marienstr. 46, ⊠ 3: [153, 929, 423, 945]
directory-entry: — J. H. J., Packer, Grundstr. 3, ⊠ 19: [1170, 881, 1406, 897]
directory-entry: Pawelz, Hans, Handl.-Geh., Campestr. 18: [153, 563, 429, 579]
directory-entry: Pawlick, C., Wachtmstr., Jarrestr. 96, ⊠ 39: [153, 738, 435, 754]
directory-entry: Pawel, Frau Alw., Schneiderin, Schwenckestrasse 65, ⊠ 31: [153, 324, 475, 356]
directory-entry: ⊙ Pearson & Co., Aktien-Gesellschaft, Hr, chem.-pharm. und kosm. Präparate, BCto: Dresdner B., Dep.-Kasse Eppend., u. Postscheck-8139, T.Adr: Pearson, ⇒ No 3148 u. M 4086, Eimsbüttelerchaussee 69, ⊠ 19, Direktoren: Alfr. Queisser u. Georg Blume: [492, 261, 814, 356]
directory-entry: — P., Klaviertransporteur, Schwenckestrasse 61, H. 3, ⊠ 31: [831, 579, 1153, 611]
directory-entry: — Carl, Steuerm., Steintwiete 18, ⊠ 11: [492, 1772, 754, 1788]
directory-entry: — Peemöller, H., F. Hahlbohm & Co., Mencksesallee 21, ⊠ 23: [831, 1581, 1153, 1613]
directory-entry: — Wwe., J. B., Isestr. 109, ⊠ 37: [153, 1342, 362, 1358]
directory-entry: — Emil, Schweisser, Goebenstr. 19, H. 5: [1170, 515, 1439, 531]
column-1: [145, 150, 483, 1975]
directory-entry: — Willy, Kaufm., ⇒ M 4211 N 8, Hammerbrookstr. 46, ⊠ 15: [831, 722, 1153, 754]
directory-entry: ⊙ John Peemöller, Hr, Holz-Großhdlg., BCto: Deutsche B. Fil. Hbg., Dep.-Kasse D, T.Adr: Peemoll, ⇒ M 1096 u. 1097, Raboisen 8, ⊠ 1, Inh: Ad. Landt u. Arth. Hoffmann: [1170, 165, 1492, 229]
directory-entry: — J., Maler, ⇒ Ha 7543, Grindelallee 27, H. B, ⊠ 13, Werkst. Rentzelstr. 38, H. 2: [1170, 1342, 1492, 1374]
directory-entry: — H., Zimmerm., Bockmannstr. 20/21, H. 8: [1170, 1104, 1460, 1120]
directory-entry: — F., Kaufm., Grevenweg 97, ⊠ 35: [831, 1311, 1062, 1327]
directory-entry: Pawelzig, A., Arbtr., Schinkelstr. 15, ⊠ 39: [153, 579, 430, 595]
directory-entry: — O., Kutscher, Hütten 124, ⊠ 3: [1170, 1406, 1386, 1422]
directory-entry: — K., Semperstr. 63, ⊠ 39: [1170, 293, 1345, 309]
column-4: [1161, 150, 1500, 1975]
directory-entry: — F., Arbtr., Vierländerstr. 239, ⊠ 27: [1170, 659, 1416, 674]
directory-entry: — Friedr., Assist.-Arzt, Brahmsallee 18: [831, 1358, 1091, 1374]
directory-entry: Pazschke, Hans, Handelsvertreter, ⇒ No 5989 N 3, Schwenckestr. 18, ⊠ 31: [153, 1756, 475, 1788]
directory-entry: Pazourek, Wwe., J., Wäscherei, Lincolnstr. 15: [153, 1740, 455, 1756]
directory-entry: Pechbrett, Otto, Maurer, Gerigstr. 9, ⊠ 39: [492, 897, 772, 913]
directory-entry: Pechler, C., Arbtr., Billh. Röhrendamm 116: [492, 1072, 778, 1088]
directory-entry: — C. L., Koppel 34, Hths., ⊠ 5: [831, 1215, 1032, 1231]
directory-entry: — Max, Landmesser, Ritterstr. 136, ⊠ 23: [1170, 340, 1443, 356]
directory-entry: Pechtl, H., Kellner, Caffamacherreihe 85: [492, 1517, 763, 1533]
directory-entry: — Frl. F., Querstr. 4, ⊠ 4: [1170, 1724, 1335, 1740]
directory-entry: Pawlecki, J., Lehrer, Martinistr. 8, ⊠ 20: [153, 706, 414, 722]
directory-entry: — K., Schlosser, Sellitusstr. 8, ⊠ 31: [153, 1358, 389, 1374]
directory-entry: — J., Arbtr., Weidestr. 47, ⊠ 22: [153, 977, 358, 993]
directory-entry: Peckholz, Frau F., Schneiderin, Wachtelstrasse 43, ⊠ 33: [492, 1597, 814, 1629]
directory-entry: Peffgen, Wilh., Buchdrucker, Langenhorn, Weg Nr. 144, o. Nr.: [1170, 1486, 1492, 1518]
